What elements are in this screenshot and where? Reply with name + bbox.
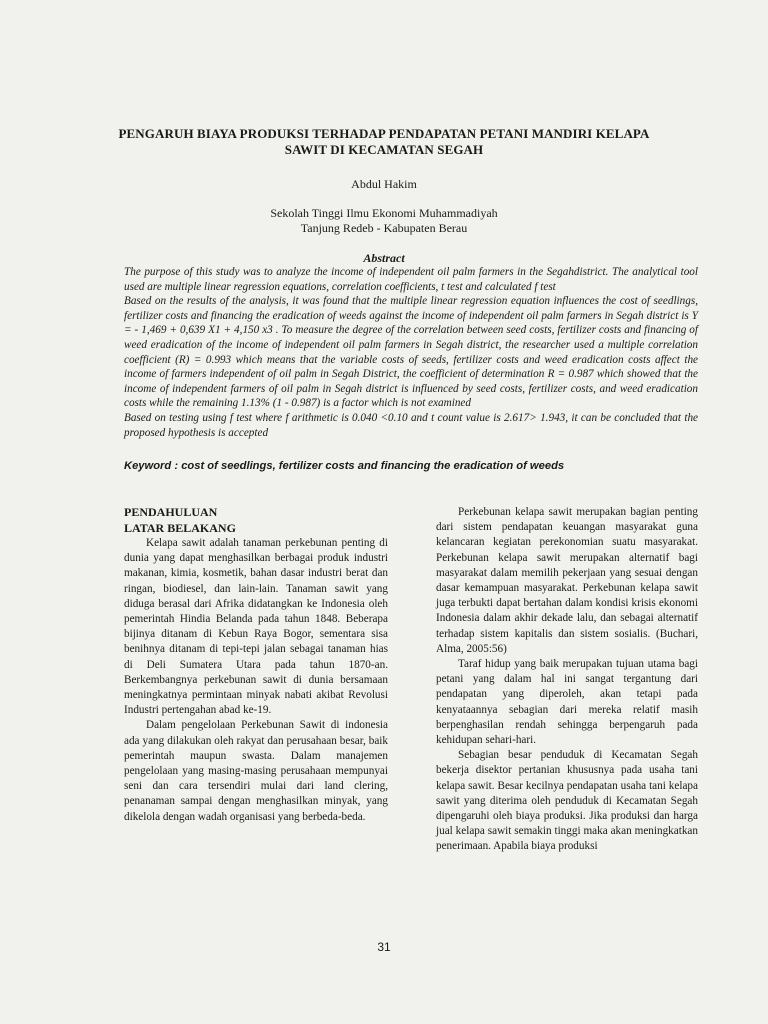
body-paragraph: Perkebunan kelapa sawit merupakan bagian penting dari sistem pendapatan keuangan masyarakat guna kelancaran kegiatan perekonomian suatu masyarakat. Perkebunan kelapa sawit merupakan alternatif bagi masyarakat dalam memilih pekerjaan yang sesuai dengan dasar kemampuan masyarakat. Perkebunan kelapa sawit juga terbukti dapat bertahan dalam kondisi krisis ekonomi Indonesia dalam akhir dekade lalu, dan sebagai alternatif terhadap sistem kapitalis dan sistem sosialis. (Buchari, Alma, 2005:56) [436,506,698,655]
paper-title: PENGARUH BIAYA PRODUKSI TERHADAP PENDAPATAN PETANI MANDIRI KELAPA SAWIT DI KECAMATAN SEGAH [118,126,650,157]
body-paragraph: Taraf hidup yang baik merupakan tujuan utama bagi petani yang dalam hal ini sangat tergantung dari pendapatan yang diperoleh, akan tetapi pada kenyataannya sebagian dari mereka relatif masih berpenghasilan rendah sehingga berpengaruh pada kehidupan sehari-hari. [436,658,698,747]
abstract-paragraph-2: Based on the results of the analysis, it was found that the multiple linear regression equation influences the cost of seedlings, fertilizer costs and financing the eradication of weeds against the income of independent oil palm farmers in Segah district is Y = - 1,469 + 0,639 X1 + 4,150 x3 . To measure the degree of the correlation between seed costs, fertilizer costs and financing of weed eradication of the income of independent oil palm farmers in Segah district, the researcher used a multiple correlation coefficient (R) = 0.993 which means that the variable costs of seeds, fertilizer costs and weed eradication costs affect the income of farmers independent of oil palm in Segah District, the coefficient of determination R = 0.987 which showed that the income of independent farmers of oil palm in Segah district is influenced by seed costs, fertilizer costs, and weed eradication costs while the remaining 1.13% (1 - 0.987) is a factor which is not examined [124,295,698,410]
affiliation [0,206,768,236]
abstract-paragraph-1: The purpose of this study was to analyze the income of independent oil palm farmers in the Segahdistrict. The analytical tool used are multiple linear regression equations, correlation coefficients, t test and calculated f test [124,266,698,293]
abstract-heading: Abstract [363,251,405,265]
page-number: 31 [377,940,391,954]
right-column [436,505,698,855]
affiliation-line-1: Sekolah Tinggi Ilmu Ekonomi Muhammadiyah [270,206,498,220]
keywords: Keyword : cost of seedlings, fertilizer costs and financing the eradication of weeds [124,460,565,472]
abstract-paragraph-3: Based on testing using f test where f arithmetic is 0.040 <0.10 and t count value is 2.617> 1.943, it can be concluded that the proposed hypothesis is accepted [124,411,698,439]
section-heading-pendahuluan: PENDAHULUAN [124,505,218,519]
section-heading-latar-belakang: LATAR BELAKANG [124,520,236,535]
body-paragraph: Dalam pengelolaan Perkebunan Sawit di indonesia ada yang dilakukan oleh rakyat dan perusahaan besar, baik pemerintah maupun swasta. Dalam manajemen pengelolaan yang masing-masing perusahaan mempunyai seni dan cara tersendiri mulai dari land clering, penanaman sampai dengan menghasilkan minyak, yang dikelola dengan wadah organisasi yang berbeda-beda. [124,719,388,823]
body-paragraph: Sebagian besar penduduk di Kecamatan Segah bekerja disektor pertanian khususnya pada usaha tani kelapa sawit. Besar kecilnya pendapatan usaha tani kelapa sawit yang diterima oleh penduduk di Kecamatan Segah dipengaruhi oleh biaya produksi. Jika produksi dan harga jual kelapa sawit semakin tinggi maka akan meningkatkan penerimaan. Apabila biaya produksi [436,749,698,853]
body-paragraph: Kelapa sawit adalah tanaman perkebunan penting di dunia yang dapat menghasilkan berbagai produk industri makanan, kimia, kosmetik, bahan dasar industri berat dan ringan, biodiesel, dan lain-lain. Tanaman sawit yang diduga berasal dari Afrika didatangkan ke Indonesia oleh pemerintah Hindia Belanda pada tahun 1848. Beberapa bijinya ditanam di Kebun Raya Bogor, sementara sisa benihnya ditanam di tepi-tepi jalan sebagai tanaman hias di Deli Sumatera Utara pada tahun 1870-an. Berkembangnya perkebunan sawit di dunia bersamaan meningkatnya permintaan minyak nabati akibat Revolusi Industri pertengahan abad ke-19. [124,537,388,717]
left-column [124,505,388,825]
author-name: Abdul Hakim [351,177,417,191]
affiliation-line-2: Tanjung Redeb - Kabupaten Berau [300,221,468,235]
abstract-body [124,265,698,440]
